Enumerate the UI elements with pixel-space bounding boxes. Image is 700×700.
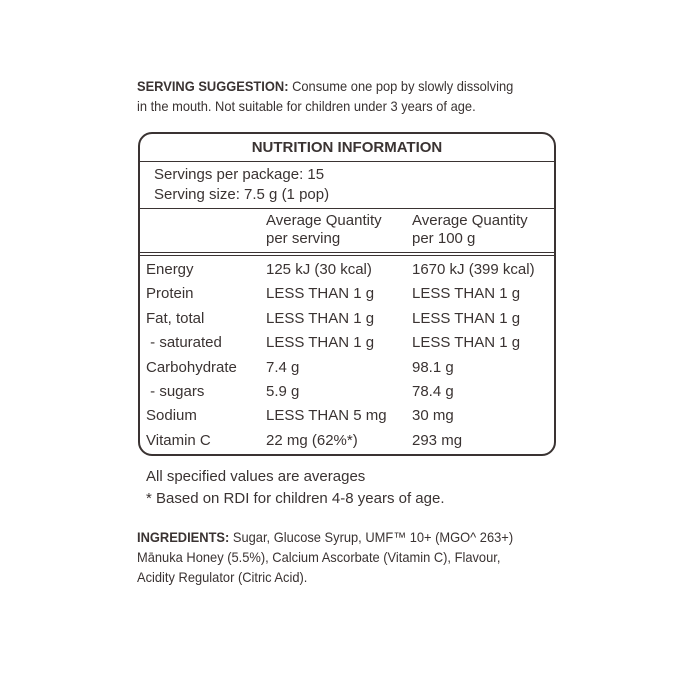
table-row <box>146 258 550 282</box>
footnote-rdi: * Based on RDI for children 4-8 years of age. <box>146 490 445 507</box>
footnotes <box>146 466 445 510</box>
per-100g-value: LESS THAN 1 g <box>412 285 521 303</box>
table-rule-thin <box>140 255 554 256</box>
per-100g-value: 30 mg <box>412 407 454 425</box>
per-100g-value: 98.1 g <box>412 358 454 376</box>
ingredients-line-1 <box>137 527 533 547</box>
ingredients-label: INGREDIENTS: <box>137 529 230 545</box>
per-serving-value: 125 kJ (30 kcal) <box>266 261 372 278</box>
nutrient-name: Vitamin C <box>146 431 211 449</box>
nutrition-table <box>146 258 550 453</box>
per-100g-value: 1670 kJ (399 kcal) <box>412 261 535 278</box>
nutrient-name: Carbohydrate <box>146 358 237 376</box>
nutrition-title: NUTRITION INFORMATION <box>251 139 443 156</box>
column-header-per-serving <box>266 212 382 248</box>
title-rule <box>140 161 554 162</box>
serving-suggestion-line-2: in the mouth. Not suitable for children under 3 years of age. <box>137 98 476 114</box>
table-row <box>146 429 550 453</box>
table-row <box>146 331 550 355</box>
nutrient-name: - saturated <box>146 334 222 352</box>
per-100g-value: 78.4 g <box>412 382 454 400</box>
table-row <box>146 282 550 306</box>
per-serving-value: LESS THAN 5 mg <box>266 407 387 425</box>
table-row <box>146 380 550 404</box>
table-row <box>146 356 550 380</box>
column-header-per-100g-line-2: per 100 g <box>412 230 476 247</box>
serving-suggestion-label: SERVING SUGGESTION: <box>137 78 289 94</box>
per-serving-value: 7.4 g <box>266 358 300 376</box>
column-header-per-serving-line-1: Average Quantity <box>266 212 382 229</box>
nutrient-name: Energy <box>146 261 194 278</box>
header-rule <box>140 208 554 209</box>
ingredients <box>137 527 533 587</box>
servings-per-package: Servings per package: 15 <box>154 166 325 183</box>
per-serving-value: LESS THAN 1 g <box>266 309 375 327</box>
column-header-per-serving-line-2: per serving <box>266 230 341 247</box>
table-row <box>146 404 550 428</box>
nutrient-name: - sugars <box>146 382 205 400</box>
serving-suggestion-line-1 <box>137 76 523 96</box>
per-serving-value: 22 mg (62%*) <box>266 431 358 449</box>
nutrient-name: Fat, total <box>146 309 205 327</box>
per-100g-value: 293 mg <box>412 431 463 449</box>
per-100g-value: LESS THAN 1 g <box>412 309 521 327</box>
table-row <box>146 307 550 331</box>
column-header-per-100g <box>412 212 528 248</box>
nutrient-name: Protein <box>146 285 194 303</box>
per-100g-value: LESS THAN 1 g <box>412 334 521 352</box>
ingredients-line-3: Acidity Regulator (Citric Acid). <box>137 569 308 585</box>
table-rule-thick <box>140 252 554 253</box>
per-serving-value: LESS THAN 1 g <box>266 285 375 303</box>
per-serving-value: 5.9 g <box>266 382 300 400</box>
ingredients-line-2: Mānuka Honey (5.5%), Calcium Ascorbate (Vitamin C), Flavour, <box>137 549 501 565</box>
serving-size: Serving size: 7.5 g (1 pop) <box>154 186 330 203</box>
serving-suggestion <box>137 76 523 116</box>
nutrient-name: Sodium <box>146 407 197 425</box>
nutrition-information-panel <box>138 132 556 456</box>
ingredients-text-1: Sugar, Glucose Syrup, UMF™ 10+ (MGO^ 263+) <box>229 529 514 545</box>
footnote-averages: All specified values are averages <box>146 468 366 485</box>
column-header-per-100g-line-1: Average Quantity <box>412 212 528 229</box>
serving-suggestion-text-1: Consume one pop by slowly dissolving <box>288 78 514 94</box>
per-serving-value: LESS THAN 1 g <box>266 334 375 352</box>
